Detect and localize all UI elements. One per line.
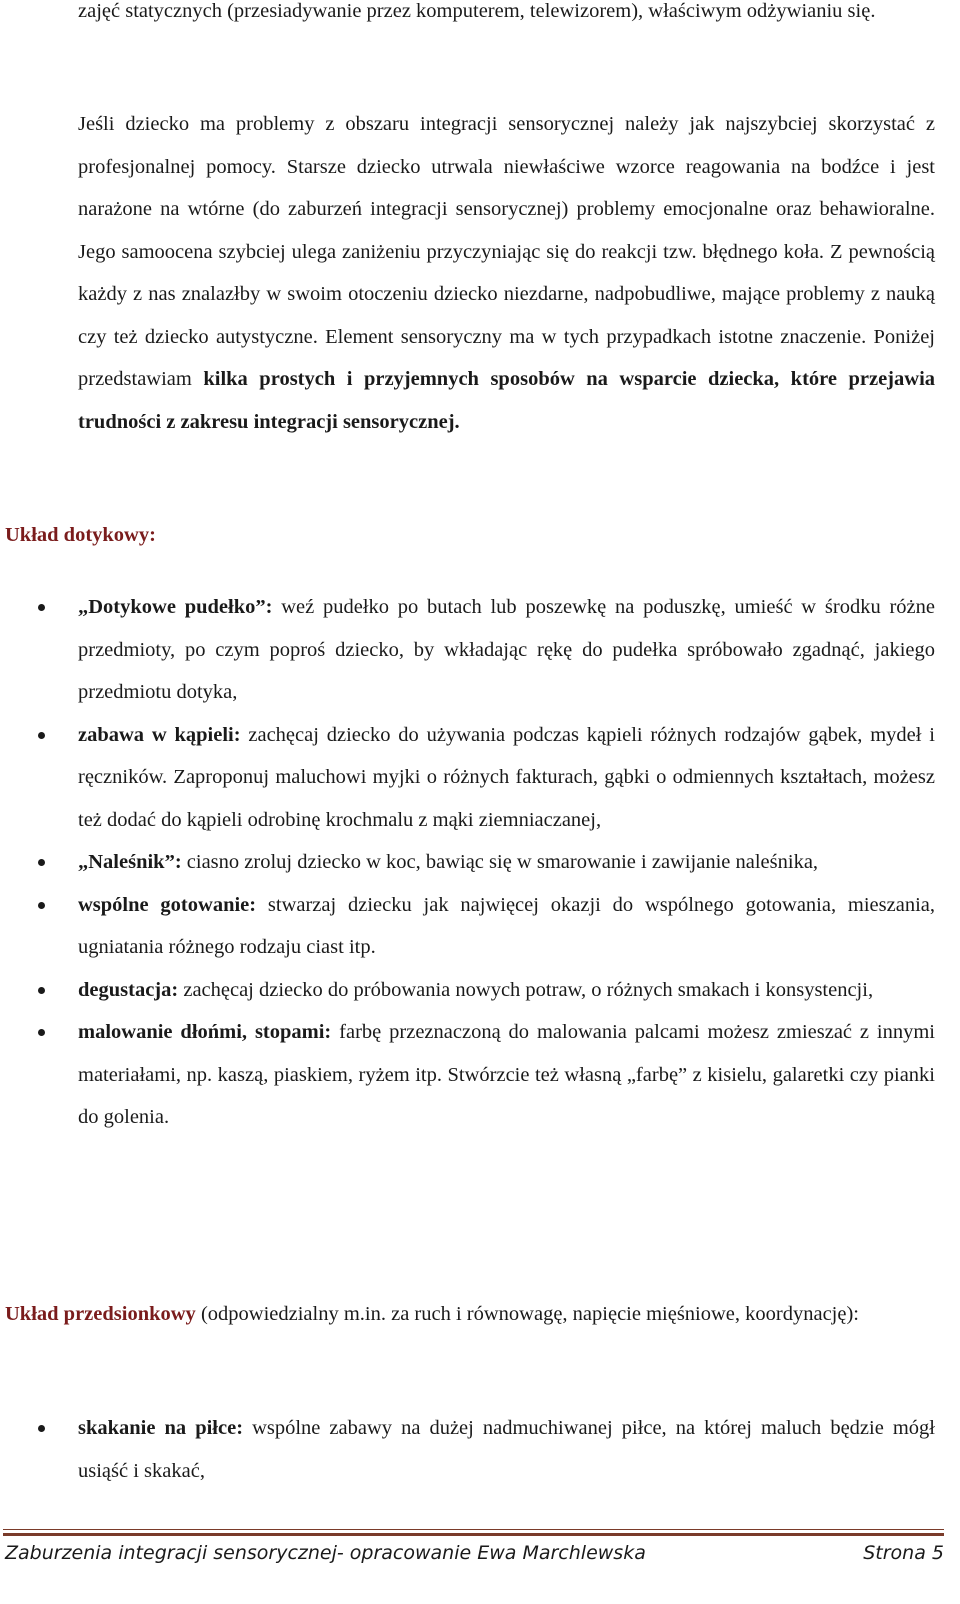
list-item-description: zachęcaj dziecko do używania podczas kąpieli różnych rodzajów gąbek, mydeł i ręczników. Zaproponuj maluchowi myjki o różnych fakturach, gąbki o odmiennych kształtach, możesz też dodać do kąpieli odrobinę krochmalu z mąki ziemniaczanej, — [78, 723, 935, 831]
page-number: Strona 5 — [863, 1542, 944, 1564]
list-item-description: stwarzaj dziecku jak najwięcej okazji do wspólnego gotowania, mieszania, ugniatania różnego rodzaju ciast itp. — [78, 893, 935, 958]
bullet-icon — [38, 1029, 45, 1036]
intro-paragraph-2-emphasis: kilka prostych i przyjemnych sposobów na wsparcie dziecka, które przejawia trudności z zakresu integracji sensorycznej. — [78, 368, 936, 433]
list-item — [0, 1011, 960, 1139]
list-item — [0, 884, 960, 969]
list-item-text — [78, 884, 935, 969]
list-item-text — [78, 841, 935, 884]
bullet-icon — [38, 987, 45, 994]
list-item-description: weź pudełko po butach lub poszewkę na poduszkę, umieść w środku różne przedmioty, po czym poproś dziecko, by wkładając rękę do pudełka spróbowało zgadnąć, jakiego przedmiotu dotyka, — [78, 596, 935, 703]
vestibular-activities-list — [0, 1407, 960, 1492]
list-item-description: zachęcaj dziecko do próbowania nowych potraw, o różnych smakach i konsystencji, — [178, 978, 874, 1001]
intro-paragraph-2 — [78, 103, 935, 443]
list-item — [0, 586, 960, 714]
list-item-text — [78, 969, 935, 1012]
bullet-icon — [38, 1425, 45, 1432]
list-item — [0, 969, 960, 1012]
list-item-text — [78, 714, 935, 842]
section-heading-vestibular — [5, 1293, 935, 1336]
section-heading-touch-label: Układ dotykowy: — [5, 524, 156, 546]
section-heading-touch — [5, 514, 935, 557]
list-item — [0, 714, 960, 842]
touch-activities-list — [0, 586, 960, 1139]
section-heading-vestibular-description: (odpowiedzialny m.in. za ruch i równowagę, napięcie mięśniowe, koordynację): — [195, 1303, 859, 1325]
bullet-icon — [38, 859, 45, 866]
intro-paragraph-1: zajęć statycznych (przesiadywanie przez komputerem, telewizorem), właściwym odżywianiu się. — [78, 0, 876, 22]
list-item-description: ciasno zroluj dziecko w koc, bawiąc się w smarowanie i zawijanie naleśnika, — [181, 851, 819, 873]
list-item-term: „Dotykowe pudełko”: — [78, 596, 273, 618]
bullet-icon — [38, 732, 45, 739]
list-item-term: degustacja: — [78, 978, 179, 1001]
list-item — [0, 841, 960, 884]
list-item-text — [78, 586, 935, 714]
list-item-description: farbę przeznaczoną do malowania palcami możesz zmieszać z innymi materiałami, np. kaszą, piaskiem, ryżem itp. Stwórzcie też własną „farbę” z kisielu, galaretki czy pianki do golenia. — [78, 1021, 935, 1128]
footer-title: Zaburzenia integracji sensorycznej- opracowanie Ewa Marchlewska — [5, 1542, 646, 1564]
list-item-description: wspólne zabawy na dużej nadmuchiwanej piłce, na której maluch będzie mógł usiąść i skakać, — [78, 1417, 935, 1482]
list-item-text — [78, 1407, 935, 1492]
list-item-term: wspólne gotowanie: — [78, 893, 257, 916]
footer-divider-thin — [3, 1529, 944, 1530]
footer-divider-thick — [3, 1533, 944, 1536]
list-item-term: zabawa w kąpieli: — [78, 723, 241, 746]
section-heading-vestibular-label: Układ przedsionkowy — [5, 1303, 196, 1325]
bullet-icon — [38, 604, 45, 611]
list-item-term: „Naleśnik”: — [78, 851, 182, 873]
list-item-text — [78, 1011, 935, 1139]
list-item-term: skakanie na piłce: — [78, 1417, 244, 1439]
page-footer — [3, 1538, 944, 1568]
intro-paragraph-2-text: Jeśli dziecko ma problemy z obszaru integracji sensorycznej należy jak najszybciej skorzystać z profesjonalnej pomocy. Starsze dziecko utrwala niewłaściwe wzorce reagowania na bodźce i jest narażone na wtórne (do zaburzeń integracji sensorycznej) problemy emocjonalne oraz behawioralne. Jego samoocena szybciej ulega zaniżeniu przyczyniając się do reakcji tzw. błędnego koła. Z pewnością każdy z nas znalazłby w swoim otoczeniu dziecko niezdarne, nadpobudliwe, mające problemy z nauką czy też dziecko autystyczne. Element sensoryczny ma w tych przypadkach istotne znaczenie. Poniżej przedstawiam — [78, 113, 935, 390]
list-item — [0, 1407, 960, 1492]
list-item-term: malowanie dłońmi, stopami: — [78, 1021, 332, 1043]
bullet-icon — [38, 902, 45, 909]
